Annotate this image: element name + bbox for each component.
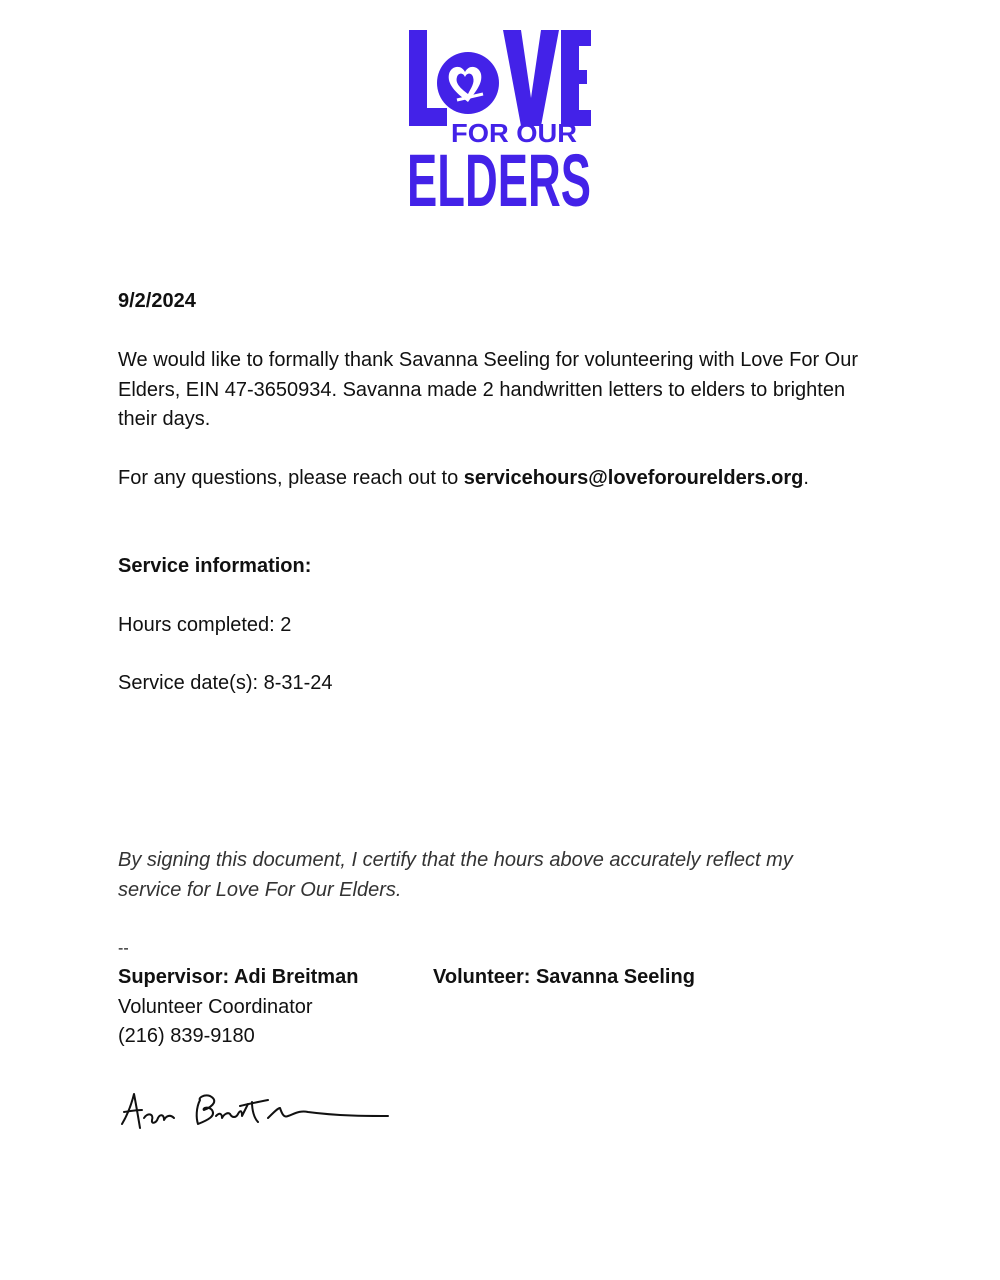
service-dates: Service date(s): 8-31-24 xyxy=(118,672,333,694)
supervisor-signature xyxy=(118,1084,398,1140)
supervisor-title: Volunteer Coordinator xyxy=(118,996,313,1018)
svg-text:ELDERS: ELDERS xyxy=(407,139,591,210)
letter-date: 9/2/2024 xyxy=(118,290,196,312)
service-heading: Service information: xyxy=(118,555,312,577)
hours-completed: Hours completed: 2 xyxy=(118,614,292,636)
svg-text:FOR OUR: FOR OUR xyxy=(451,118,578,148)
letter-body: We would like to formally thank Savanna Seeling for volunteering with Love For Our Elders, EIN 47-3650934. Savanna made 2 handwritten letters to elders to brighten their days. xyxy=(118,349,859,430)
supervisor-name: Supervisor: Adi Breitman xyxy=(118,966,359,988)
contact-email: servicehours@loveforourelders.org xyxy=(463,467,804,489)
contact-line xyxy=(118,464,809,494)
signoff-dash: -- xyxy=(118,940,129,957)
supervisor-phone: (216) 839-9180 xyxy=(118,1025,255,1047)
contact-prefix: For any questions, please reach out to xyxy=(118,467,464,489)
volunteer-name: Volunteer: Savanna Seeling xyxy=(433,966,695,988)
certification-statement: By signing this document, I certify that the hours above accurately reflect my service for Love For Our Elders. xyxy=(118,849,793,901)
contact-suffix: . xyxy=(803,467,809,489)
love-for-our-elders-logo xyxy=(405,28,595,210)
